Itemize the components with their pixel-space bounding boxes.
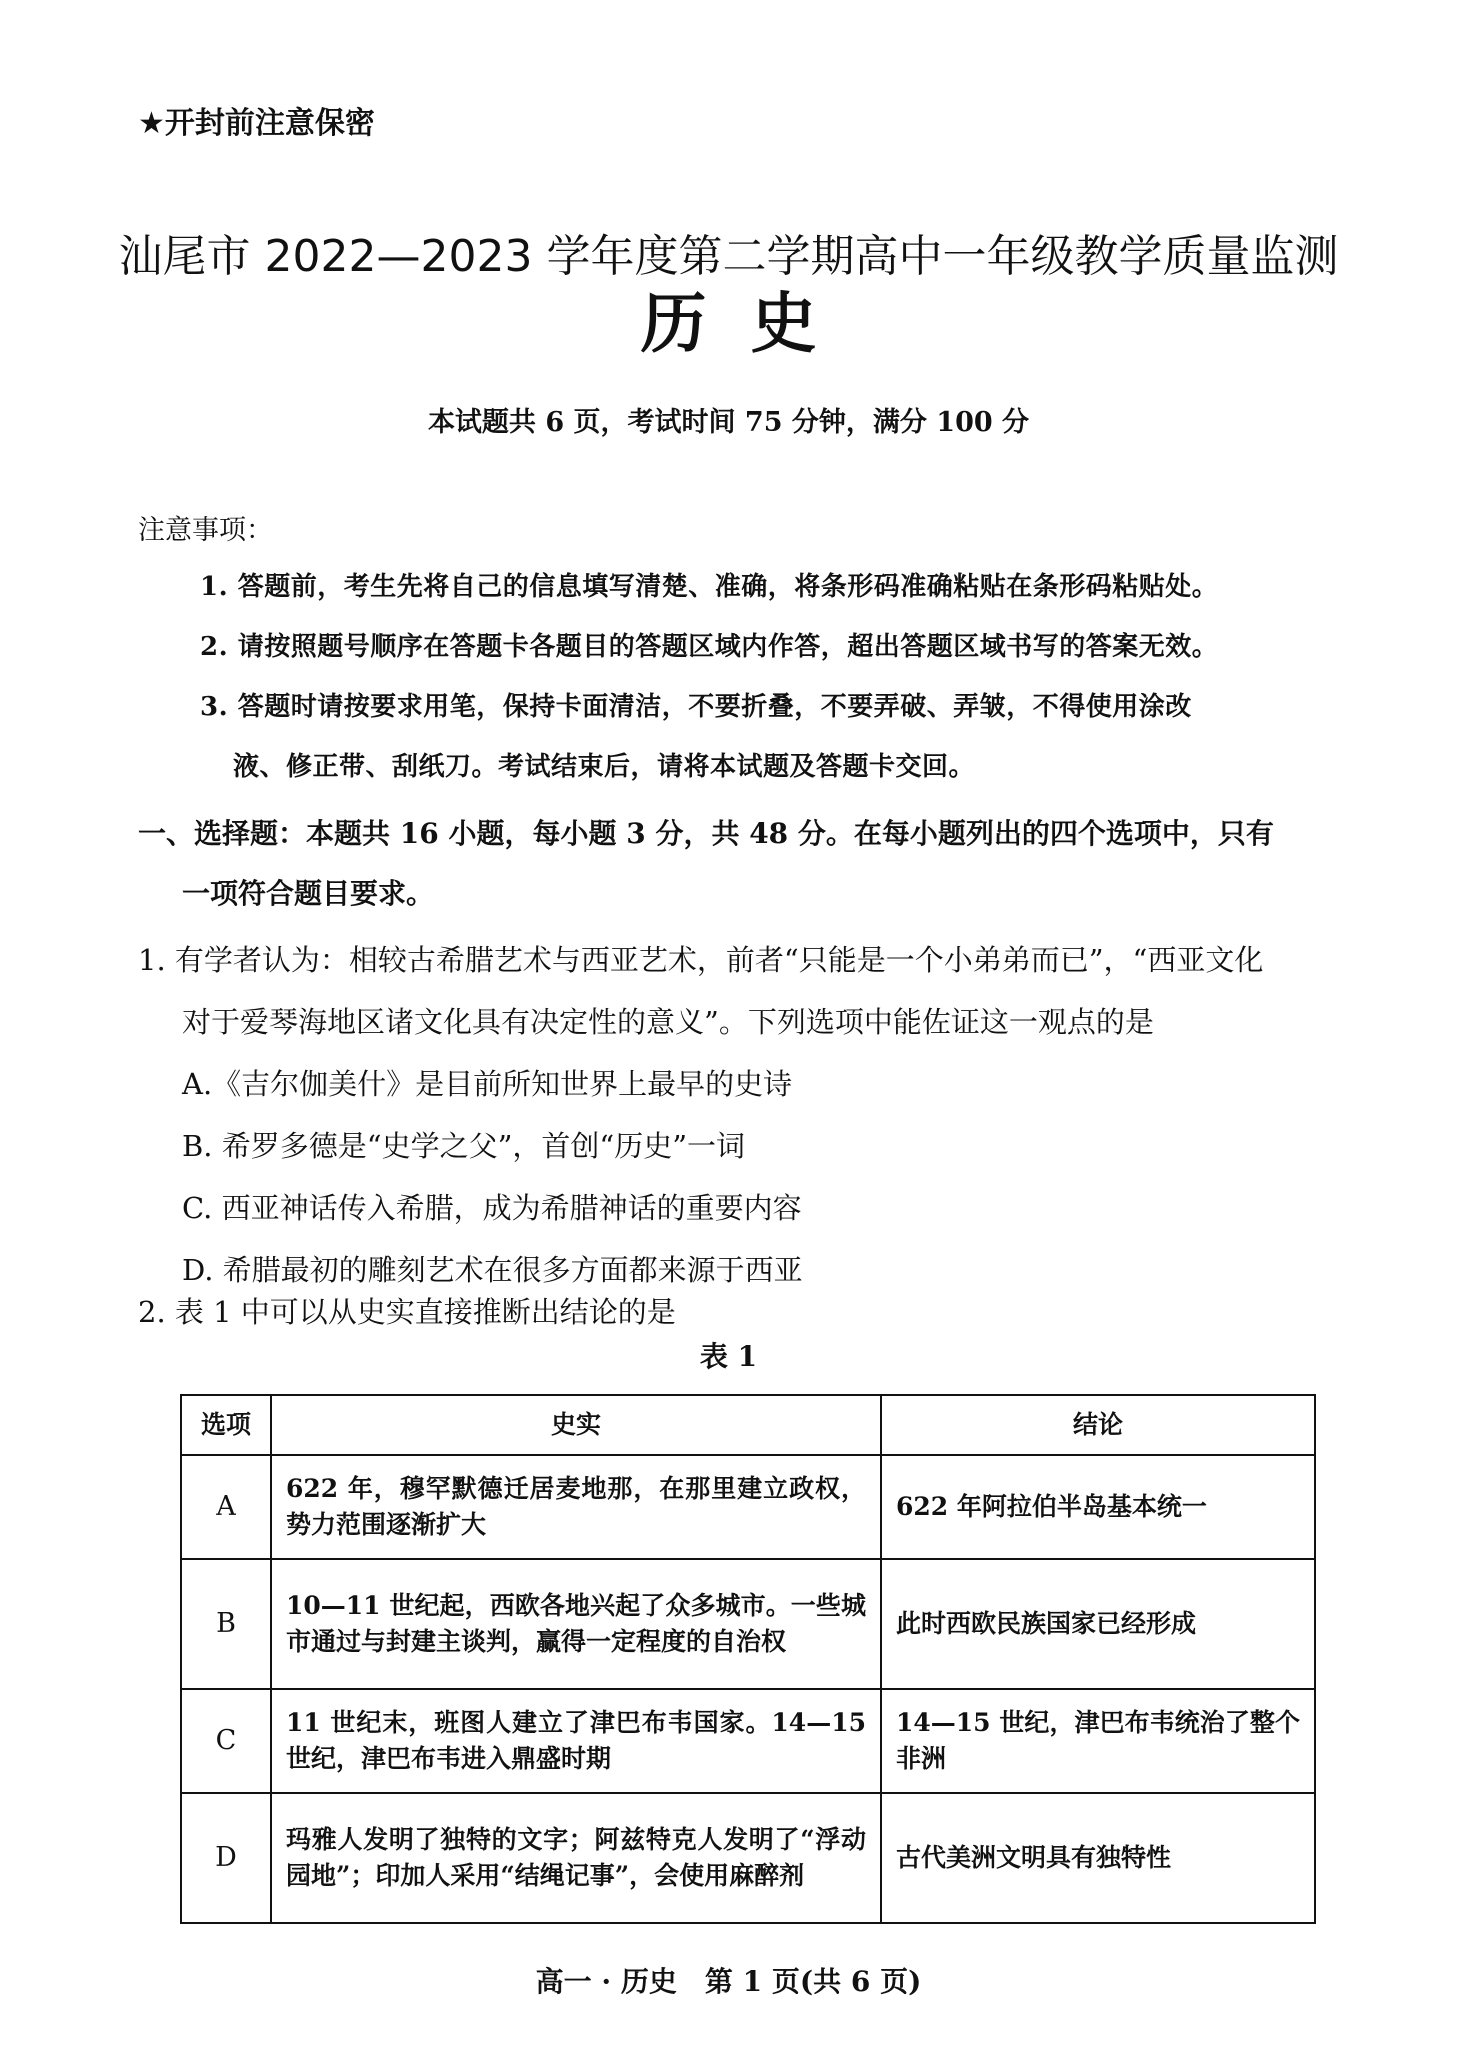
- table-cell-conclusion: 古代美洲文明具有独特性: [881, 1793, 1315, 1923]
- table-cell-fact: 10—11 世纪起，西欧各地兴起了众多城市。一些城市通过与封建主谈判，赢得一定程度的自治权: [271, 1559, 881, 1689]
- table-cell-option: A: [181, 1455, 271, 1559]
- exam-title: 汕尾市 2022—2023 学年度第二学期高中一年级教学质量监测: [118, 231, 1339, 282]
- exam-info: 本试题共 6 页，考试时间 75 分钟，满分 100 分: [427, 407, 1030, 438]
- table-header-cell: 选项: [181, 1395, 271, 1455]
- table-cell-option: D: [181, 1793, 271, 1923]
- table-cell-fact: 玛雅人发明了独特的文字；阿兹特克人发明了“浮动园地”；印加人采用“结绳记事”，会使用麻醉剂: [271, 1793, 881, 1923]
- question-1-option-a: A.《吉尔伽美什》是目前所知世界上最早的史诗: [182, 1067, 793, 1101]
- section-heading: 一、选择题：本题共 16 小题，每小题 3 分，共 48 分。在每小题列出的四个选项中，只有: [138, 817, 1274, 850]
- question-1-stem-continuation: 对于爱琴海地区诸文化具有决定性的意义”。下列选项中能佐证这一观点的是: [182, 1005, 1154, 1039]
- confidential-notice: ★开封前注意保密: [138, 106, 375, 141]
- notice-heading: 注意事项：: [138, 515, 273, 546]
- subject-title: 历史: [640, 284, 861, 362]
- table-header-cell: 结论: [881, 1395, 1315, 1455]
- question-1-option-c: C. 西亚神话传入希腊，成为希腊神话的重要内容: [182, 1191, 802, 1225]
- table-row: [181, 1559, 1315, 1689]
- table-1: [180, 1394, 1316, 1924]
- section-heading-continuation: 一项符合题目要求。: [182, 877, 435, 910]
- question-1-stem: 1. 有学者认为：相较古希腊艺术与西亚艺术，前者“只能是一个小弟弟而已”，“西亚文化: [138, 943, 1264, 977]
- table-cell-fact: 11 世纪末，班图人建立了津巴布韦国家。14—15 世纪，津巴布韦进入鼎盛时期: [271, 1689, 881, 1793]
- table-row: [181, 1689, 1315, 1793]
- question-1-option-b: B. 希罗多德是“史学之父”，首创“历史”一词: [182, 1129, 746, 1163]
- table-caption: 表 1: [699, 1340, 758, 1373]
- question-1-option-d: D. 希腊最初的雕刻艺术在很多方面都来源于西亚: [182, 1253, 803, 1287]
- notice-item: 2. 请按照题号顺序在答题卡各题目的答题区域内作答，超出答题区域书写的答案无效。: [200, 632, 1219, 662]
- table-header-cell: 史实: [271, 1395, 881, 1455]
- table-header-row: [181, 1395, 1315, 1455]
- table-row: [181, 1793, 1315, 1923]
- notice-item-continuation: 液、修正带、刮纸刀。考试结束后，请将本试题及答题卡交回。: [233, 752, 976, 782]
- table-cell-fact: 622 年，穆罕默德迁居麦地那，在那里建立政权，势力范围逐渐扩大: [271, 1455, 881, 1559]
- table-cell-conclusion: 14—15 世纪，津巴布韦统治了整个非洲: [881, 1689, 1315, 1793]
- table-cell-option: C: [181, 1689, 271, 1793]
- table-cell-conclusion: 622 年阿拉伯半岛基本统一: [881, 1455, 1315, 1559]
- notice-item: 3. 答题时请按要求用笔，保持卡面清洁，不要折叠，不要弄破、弄皱，不得使用涂改: [200, 692, 1192, 722]
- table-cell-conclusion: 此时西欧民族国家已经形成: [881, 1559, 1315, 1689]
- table-cell-option: B: [181, 1559, 271, 1689]
- page-footer: 高一 · 历史 第 1 页(共 6 页): [535, 1965, 922, 1998]
- notice-item: 1. 答题前，考生先将自己的信息填写清楚、准确，将条形码准确粘贴在条形码粘贴处。: [200, 572, 1219, 602]
- question-2-stem: 2. 表 1 中可以从史实直接推断出结论的是: [138, 1295, 676, 1329]
- table-row: [181, 1455, 1315, 1559]
